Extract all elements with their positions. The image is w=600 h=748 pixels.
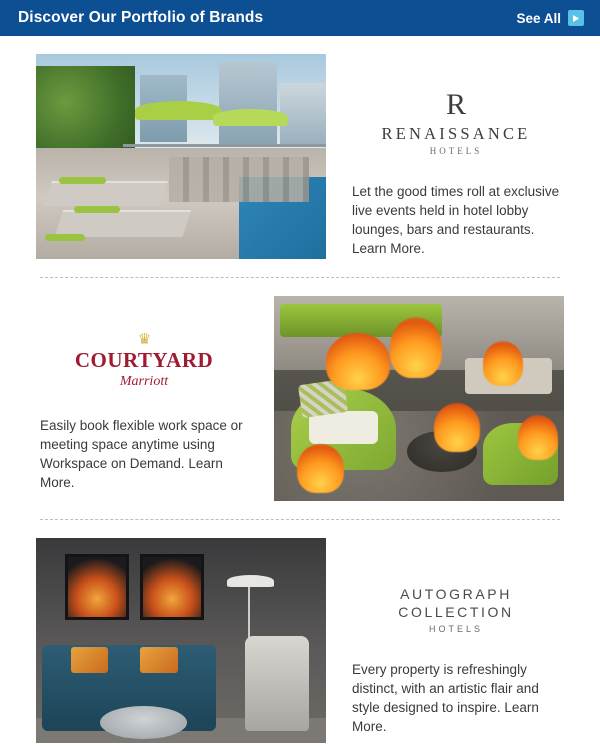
autograph-description (352, 660, 560, 736)
header-bar (0, 0, 600, 36)
brand-image-renaissance[interactable] (0, 54, 326, 259)
renaissance-monogram: R (445, 88, 466, 121)
renaissance-logo (352, 90, 560, 156)
autograph-sub: HOTELS (428, 624, 483, 634)
brand-text-autograph (326, 538, 600, 736)
autograph-wordmark-line2: COLLECTION (398, 603, 514, 620)
page-title: Discover Our Portfolio of Brands (18, 9, 264, 26)
play-arrow-icon (568, 10, 584, 26)
courtyard-body: Easily book flexible work space or meeting space anytime using Workspace on Demand. (40, 418, 243, 471)
brand-row-courtyard (0, 278, 600, 501)
autograph-wordmark-line1: AUTOGRAPH (400, 586, 512, 602)
brand-text-courtyard (0, 296, 274, 492)
renaissance-description (352, 182, 560, 258)
brand-row-autograph (0, 520, 600, 743)
marriott-wordmark: Marriott (119, 374, 169, 389)
renaissance-wordmark: RENAISSANCE (381, 124, 531, 143)
autograph-body: Every property is refreshingly distinct, with an artistic flair and style designed to inspire. (352, 662, 539, 715)
brand-row-renaissance (0, 36, 600, 259)
renaissance-learn-more-link[interactable]: Learn More. (352, 241, 425, 256)
courtyard-wordmark: COURTYARD (74, 348, 214, 372)
brand-text-renaissance (326, 54, 600, 258)
courtyard-logo (40, 332, 248, 390)
brand-image-autograph[interactable] (0, 538, 326, 743)
autograph-learn-more-link[interactable]: Learn More. (352, 700, 539, 734)
brand-list (0, 36, 600, 743)
see-all-label: See All (516, 10, 561, 26)
courtyard-description (40, 416, 248, 492)
renaissance-body: Let the good times roll at exclusive live events held in hotel lobby lounges, bars and restaurants. (352, 184, 560, 237)
courtyard-learn-more-link[interactable]: Learn More. (40, 456, 223, 490)
crown-icon: ♛ (137, 331, 151, 348)
renaissance-sub: HOTELS (429, 146, 483, 156)
autograph-logo (352, 586, 560, 634)
brand-image-courtyard[interactable] (274, 296, 600, 501)
see-all-button[interactable] (516, 10, 584, 26)
